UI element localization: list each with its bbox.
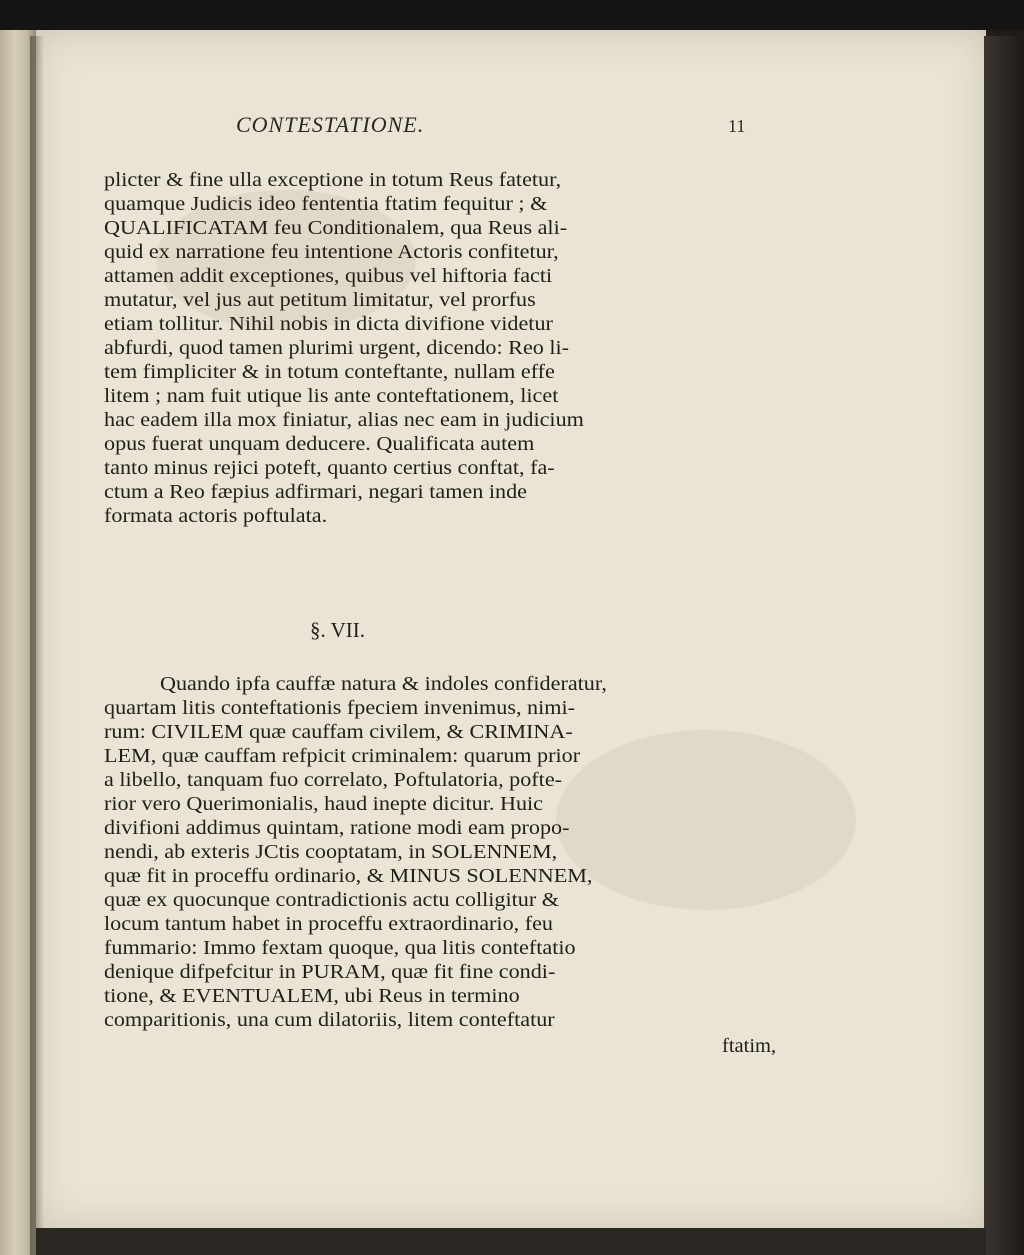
text-line: abfurdi, quod tamen plurimi urgent, dicendo: Reo li- [104,337,570,359]
text-line: fummario: Immo fextam quoque, qua litis conteftatio [104,937,576,959]
text-line: quartam litis conteftationis fpeciem invenimus, nimi- [104,697,575,719]
text-line: LEM, quæ cauffam refpicit criminalem: quarum prior [104,745,581,767]
spine-shadow [30,36,44,1255]
text-line: opus fuerat unquam deducere. Qualificata autem [104,433,535,455]
text-line: quid ex narratione feu intentione Actoris confitetur, [104,241,559,263]
text-line: nendi, ab exteris JCtis cooptatam, in SOLENNEM, [104,841,558,863]
catchword: ftatim, [722,1035,777,1057]
scan-background-top [0,0,1024,30]
text-line: tem fimpliciter & in totum conteftante, nullam effe [104,361,555,383]
text-line: divifioni addimus quintam, ratione modi eam propo- [104,817,570,839]
text-line: quamque Judicis ideo fententia ftatim fequitur ; & [104,193,548,215]
page-number: 11 [728,116,746,136]
text-line: attamen addit exceptiones, quibus vel hiftoria facti [104,265,553,287]
text-line: a libello, tanquam fuo correlato, Poftulatoria, pofte- [104,769,563,791]
text-line: quæ fit in proceffu ordinario, & MINUS SOLENNEM, [104,865,593,887]
text-line: QUALIFICATAM feu Conditionalem, qua Reus ali- [104,217,568,239]
running-head: CONTESTATIONE. [236,112,425,137]
section-heading: §. VII. [310,618,366,642]
text-line: Quando ipfa cauffæ natura & indoles confideratur, [160,673,607,695]
book-page [36,30,986,1228]
text-line: rior vero Querimonialis, haud inepte dicitur. Huic [104,793,544,815]
text-line: mutatur, vel jus aut petitum limitatur, vel prorfus [104,289,536,311]
text-line: locum tantum habet in proceffu extraordinario, feu [104,913,554,935]
text-line: formata actoris poftulata. [104,505,328,527]
text-line: rum: CIVILEM quæ cauffam civilem, & CRIMINA- [104,721,573,743]
text-line: tanto minus rejici poteft, quanto certius conftat, fa- [104,457,555,479]
scan-background-right [984,36,1024,1255]
text-line: litem ; nam fuit utique lis ante conteftationem, licet [104,385,559,407]
text-line: quæ ex quocunque contradictionis actu colligitur & [104,889,560,911]
text-line: denique difpefcitur in PURAM, quæ fit fine condi- [104,961,556,983]
text-line: hac eadem illa mox finiatur, alias nec eam in judicium [104,409,584,431]
text-line: etiam tollitur. Nihil nobis in dicta divifione videtur [104,313,553,335]
text-line: plicter & fine ulla exceptione in totum Reus fatetur, [104,169,562,191]
text-line: tione, & EVENTUALEM, ubi Reus in termino [104,985,520,1007]
paper-stain [556,730,856,910]
text-line: ctum a Reo fæpius adfirmari, negari tamen inde [104,481,527,503]
scan-background-bottom [36,1228,986,1255]
text-line: comparitionis, una cum dilatoriis, litem conteftatur [104,1009,555,1031]
